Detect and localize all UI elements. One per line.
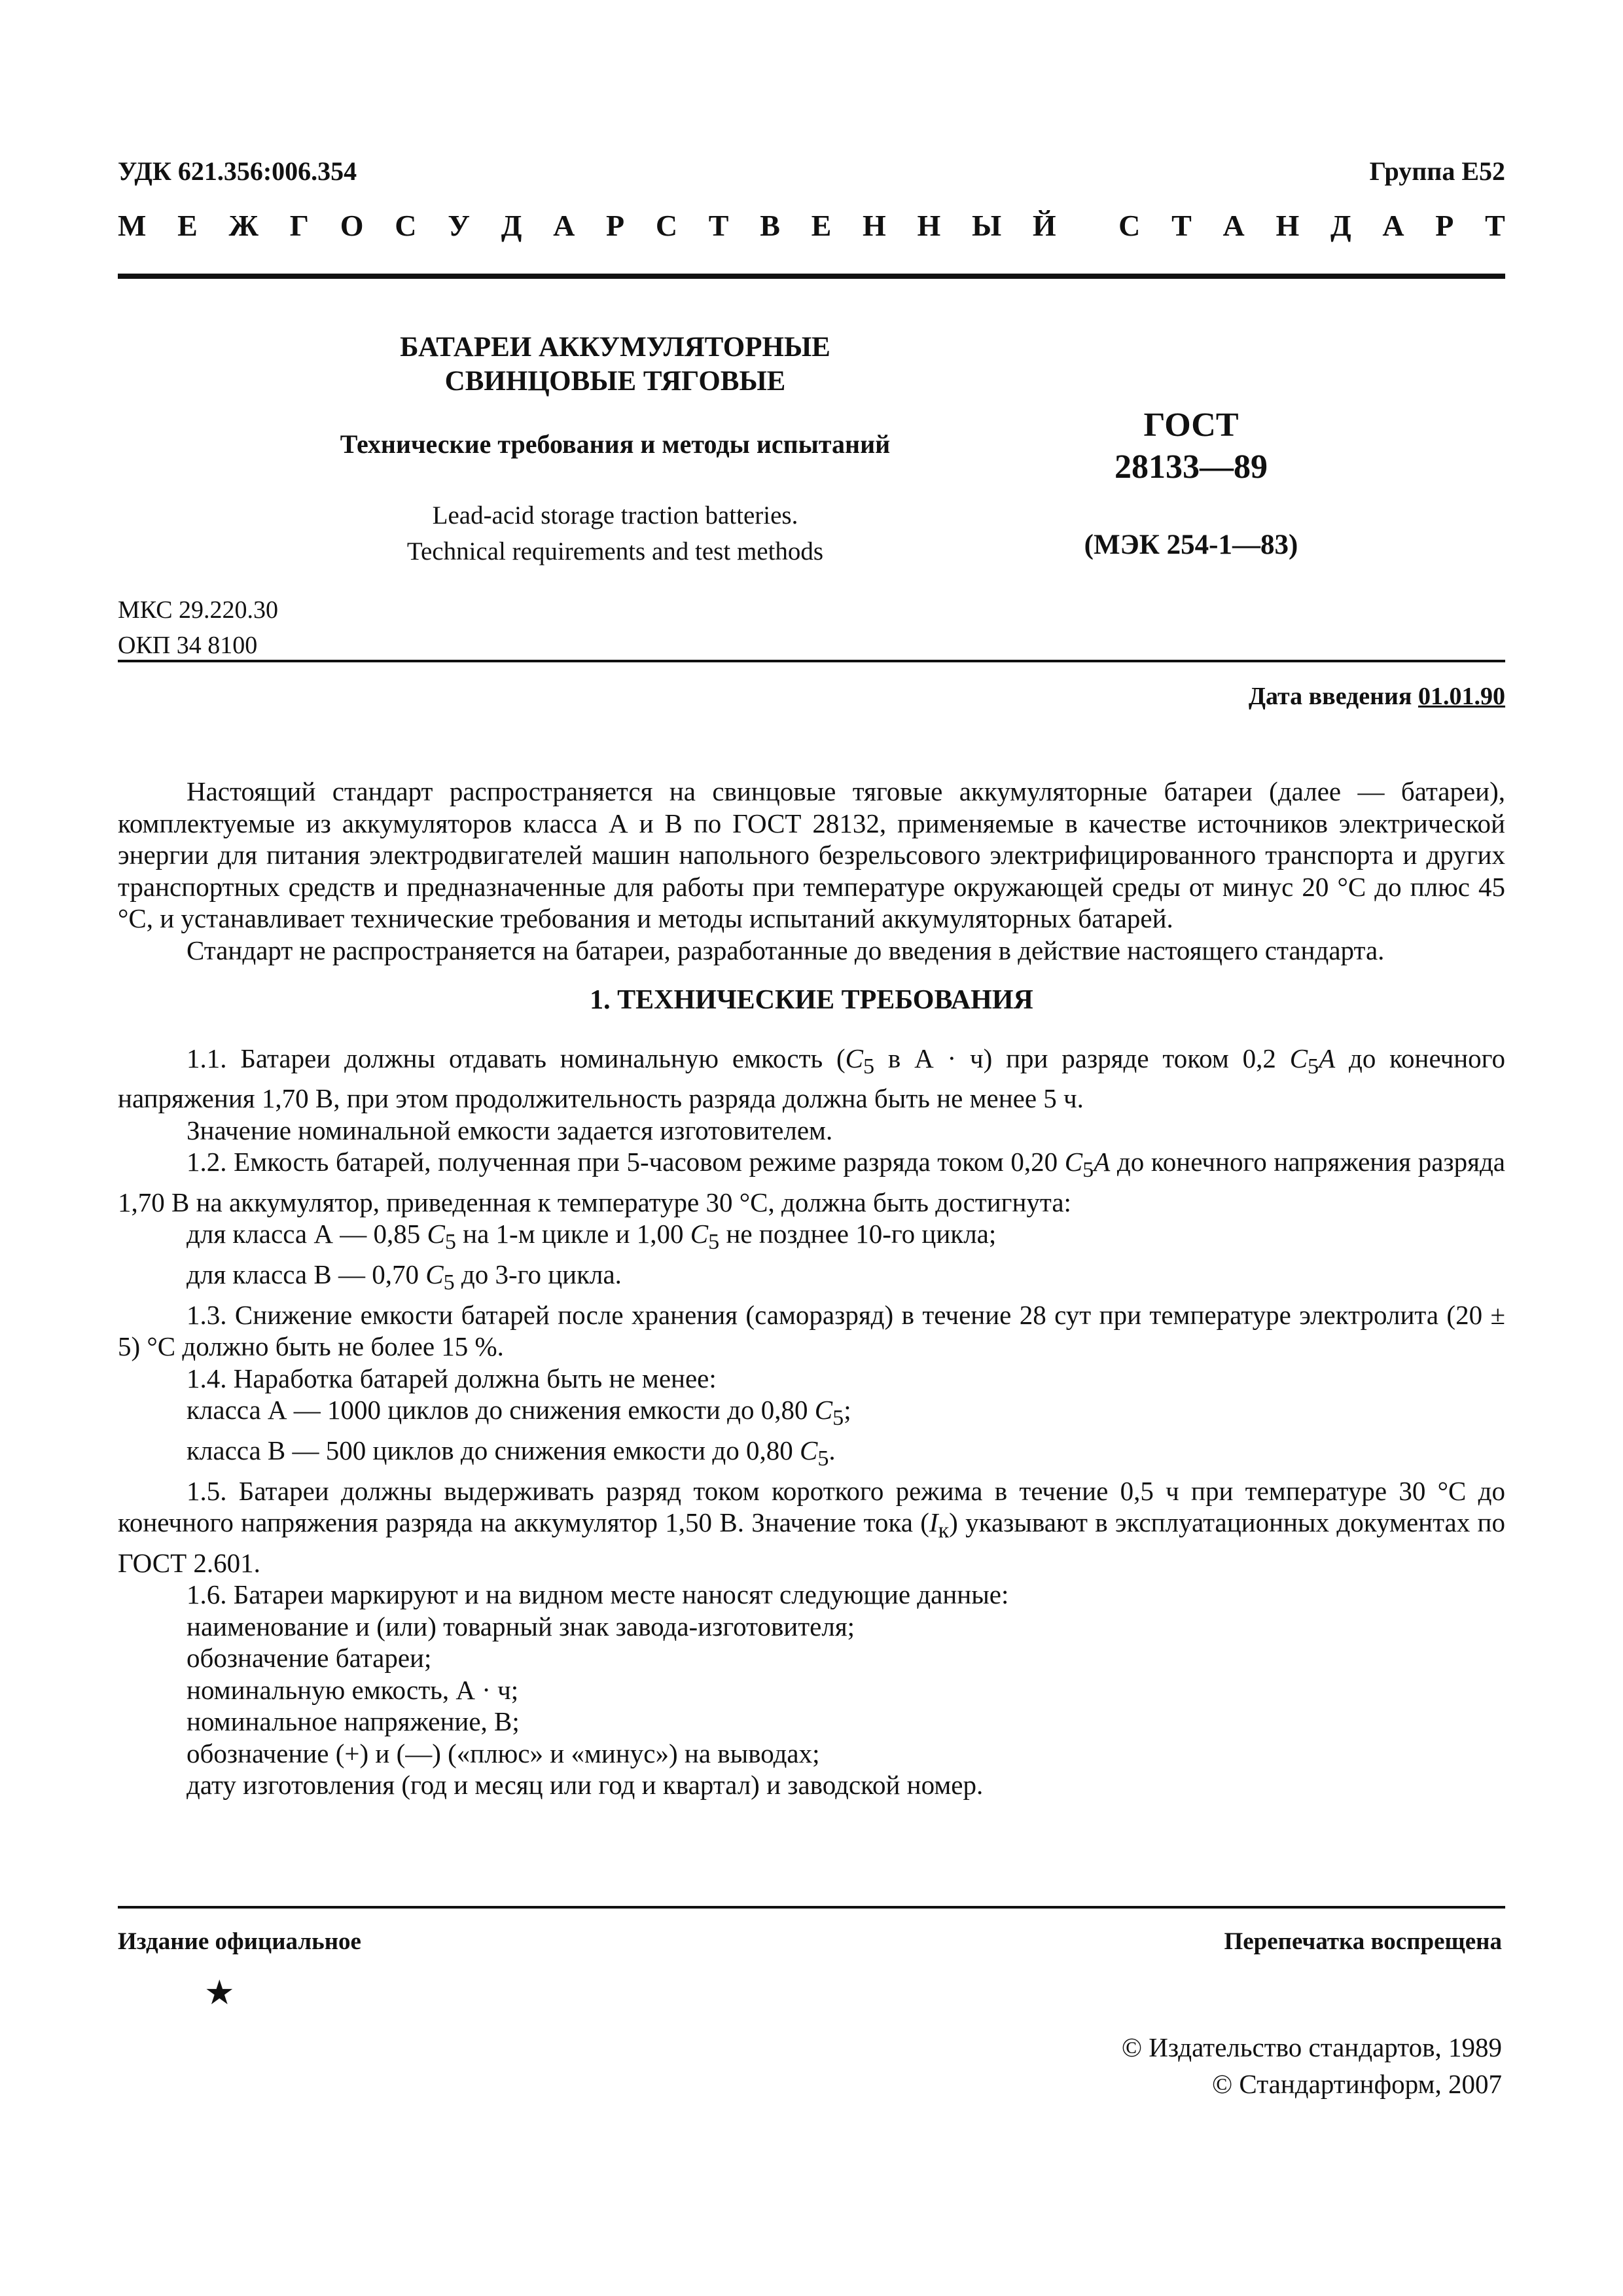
copyright-block [1122, 2029, 1502, 2102]
interstate-letter: Ж [228, 209, 259, 242]
official-edition: Издание официальное [118, 1928, 361, 1955]
clause-1-1: 1.1. Батареи должны отдавать номинальную емкость ($C_5$ в А · ч) при разряде током 0,2 $C_5A$ до конечного напряжения 1,70 В, при этом продолжительность разряда должна быть не менее 5 ч. [118, 1043, 1505, 1114]
interstate-letter: Н [917, 209, 941, 242]
mks-code: МКС 29.220.30 [118, 596, 279, 624]
section-title: 1. ТЕХНИЧЕСКИЕ ТРЕБОВАНИЯ [590, 985, 1033, 1015]
gost-designation [1021, 404, 1361, 488]
marking-item: обозначение батареи; [187, 1643, 432, 1674]
clause-1-4: 1.4. Наработка батарей должна быть не менее: [187, 1363, 717, 1393]
interstate-letter: А [1222, 209, 1245, 242]
interstate-letter: У [448, 209, 470, 242]
interstate-letter: Р [606, 209, 625, 242]
interstate-letter: Е [177, 209, 198, 242]
interstate-letter: М [118, 209, 147, 242]
clause-1-2-class-a: для класса А — 0,85 $C_5$ на 1-м цикле и 1,00 $C_5$ не позднее 10-го цикла; [187, 1219, 997, 1255]
classification-codes [118, 592, 278, 663]
marking-item: обозначение (+) и (—) («плюс» и «минус») на выводах; [187, 1738, 820, 1768]
interstate-letter: Р [1435, 209, 1454, 242]
interstate-letter: Г [289, 209, 310, 242]
document-subtitle: Технические требования и методы испытаний [340, 429, 891, 459]
clause-1-3: 1.3. Снижение емкости батарей после хранения (саморазряд) в течение 28 сут при температуре электролита (20 ± 5) °С должно быть не более 15 %. [118, 1299, 1505, 1362]
clause-1-4-class-a: класса А — 1000 циклов до снижения емкости до 0,80 $C_5$; [187, 1395, 851, 1431]
interstate-letter: С [395, 209, 417, 242]
interstate-letter: А [553, 209, 575, 242]
english-title-line-1: Lead-acid storage traction batteries. [432, 501, 798, 529]
english-title [288, 497, 942, 569]
interstate-letter: О [340, 209, 364, 242]
title-rule [118, 660, 1505, 662]
interstate-letter: Т [1171, 209, 1192, 242]
intro-paragraph-1: Настоящий стандарт распространяется на свинцовые тяговые аккумуляторные батареи (далее — батареи), комплектуемые из аккумуляторов класса А и В по ГОСТ 28132, применяемые в качестве источников электрической энергии для питания электродвигателей машин напольного безрельсового электрифицированного транспорта и других транспортных средств и предназначенные для работы при температуре окружающей среды от минус 20 °С до плюс 45 °С, и устанавливает технические требования и методы испытаний аккумуляторных батарей. [118, 776, 1505, 933]
gost-label: ГОСТ [1143, 406, 1239, 444]
document-title [288, 331, 942, 399]
header-rule [118, 274, 1505, 279]
introduction-date [1249, 682, 1505, 711]
interstate-letter: А [1382, 209, 1404, 242]
interstate-standard-heading [118, 208, 1505, 267]
interstate-letter: Й [1032, 209, 1056, 242]
clause-1-1-note: Значение номинальной емкости задается изготовителем. [187, 1115, 833, 1145]
clause-1-2-class-b: для класса В — 0,70 $C_5$ до 3-го цикла. [187, 1259, 622, 1295]
iec-reference: (МЭК 254-1—83) [1084, 529, 1298, 560]
interstate-letter: Т [1485, 209, 1505, 242]
date-label: Дата введения [1248, 683, 1412, 710]
marking-item: дату изготовления (год и месяц или год и квартал) и заводской номер. [187, 1770, 984, 1801]
english-title-line-2: Technical requirements and test methods [406, 537, 824, 565]
group-code: Группа Е52 [1369, 156, 1505, 186]
copyright-line-1: © Издательство стандартов, 1989 [1121, 2032, 1502, 2062]
okp-code: ОКП 34 8100 [118, 632, 258, 659]
title-line-2: СВИНЦОВЫЕ ТЯГОВЫЕ [444, 366, 786, 397]
interstate-letter: Ы [972, 209, 1002, 242]
clause-1-6: 1.6. Батареи маркируют и на видном месте наносят следующие данные: [187, 1579, 1009, 1610]
clause-1-5: 1.5. Батареи должны выдерживать разряд током короткого режима в течение 0,5 ч при температуре 30 °С до конечного напряжения разряда на аккумулятор 1,50 В. Значение тока $(I_к)$ указывают в эксплуатационных документах по ГОСТ 2.601. [118, 1475, 1506, 1578]
footer-rule [118, 1906, 1505, 1909]
interstate-letter: С [655, 209, 678, 242]
clause-1-4-class-b: класса В — 500 циклов до снижения емкости до 0,80 $C_5$. [187, 1435, 836, 1471]
marking-item: номинальное напряжение, В; [187, 1706, 520, 1737]
marking-item: номинальную емкость, А · ч; [187, 1674, 519, 1705]
header-row [118, 156, 1505, 195]
udk-code: УДК 621.356:006.354 [118, 156, 357, 186]
clause-1-2: 1.2. Емкость батарей, полученная при 5-часовом режиме разряда током 0,20 $C_5A$ до конечного напряжения разряда 1,70 В на аккумулятор, приведенная к температуре 30 °С, должна быть достигнута: [118, 1147, 1506, 1217]
star-icon: ★ [204, 1975, 235, 2012]
reprint-prohibited: Перепечатка воспрещена [1224, 1928, 1502, 1955]
interstate-letter: Т [708, 209, 729, 242]
document-body [118, 776, 1505, 1801]
date-value: 01.01.90 [1418, 683, 1505, 710]
marking-item: наименование и (или) товарный знак завода-изготовителя; [187, 1611, 855, 1641]
interstate-letter: В [760, 209, 780, 242]
interstate-letter: Д [1330, 209, 1351, 242]
title-line-1: БАТАРЕИ АККУМУЛЯТОРНЫЕ [400, 332, 830, 363]
interstate-letter: Н [1275, 209, 1300, 242]
intro-paragraph-2: Стандарт не распространяется на батареи, разработанные до введения в действие настоящего стандарта. [187, 935, 1385, 965]
interstate-letter: Е [811, 209, 832, 242]
interstate-letter: Д [501, 209, 522, 242]
interstate-letter: Н [863, 209, 886, 242]
gost-number: 28133—89 [1115, 448, 1268, 486]
copyright-line-2: © Стандартинформ, 2007 [1212, 2069, 1502, 2099]
interstate-letter: С [1118, 209, 1141, 242]
